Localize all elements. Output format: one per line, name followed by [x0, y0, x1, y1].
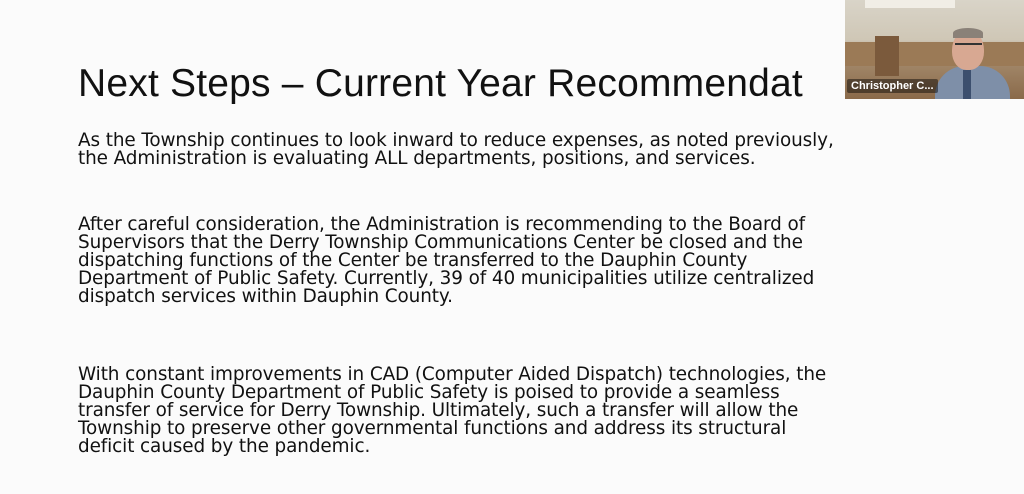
participant-hair [953, 28, 983, 38]
paragraph-line: transfer of service for Derry Township. Ultimately, such a transfer will allow the [78, 400, 799, 421]
video-ceiling-light [865, 0, 955, 8]
participant-video-tile[interactable] [845, 0, 1024, 99]
paragraph-line: After careful consideration, the Administration is recommending to the Board of [78, 214, 806, 235]
paragraph-line: dispatch services within Dauphin County. [78, 286, 453, 307]
participant-glasses [955, 43, 982, 50]
slide-paragraph-2 [78, 216, 814, 306]
participant-lanyard [963, 70, 971, 99]
paragraph-line: dispatching functions of the Center be transferred to the Dauphin County [78, 250, 748, 271]
paragraph-line: Dauphin County Department of Public Safety is poised to provide a seamless [78, 382, 780, 403]
slide-paragraph-1 [78, 132, 834, 168]
paragraph-line: Supervisors that the Derry Township Communications Center be closed and the [78, 232, 803, 253]
video-cabinet-door [875, 36, 899, 76]
slide-title: Next Steps – Current Year Recommendat [78, 62, 803, 105]
paragraph-line: Township to preserve other governmental functions and address its structural [78, 418, 787, 439]
video-cabinet [845, 42, 1024, 66]
paragraph-line: As the Township continues to look inward to reduce expenses, as noted previously, [78, 130, 834, 151]
paragraph-line: deficit caused by the pandemic. [78, 436, 371, 457]
paragraph-line: With constant improvements in CAD (Computer Aided Dispatch) technologies, the [78, 364, 827, 385]
slide-paragraph-3 [78, 366, 826, 456]
paragraph-line: the Administration is evaluating ALL departments, positions, and services. [78, 148, 756, 169]
paragraph-line: Department of Public Safety. Currently, 39 of 40 municipalities utilize centralized [78, 268, 815, 289]
participant-name-label: Christopher C... [847, 79, 938, 93]
